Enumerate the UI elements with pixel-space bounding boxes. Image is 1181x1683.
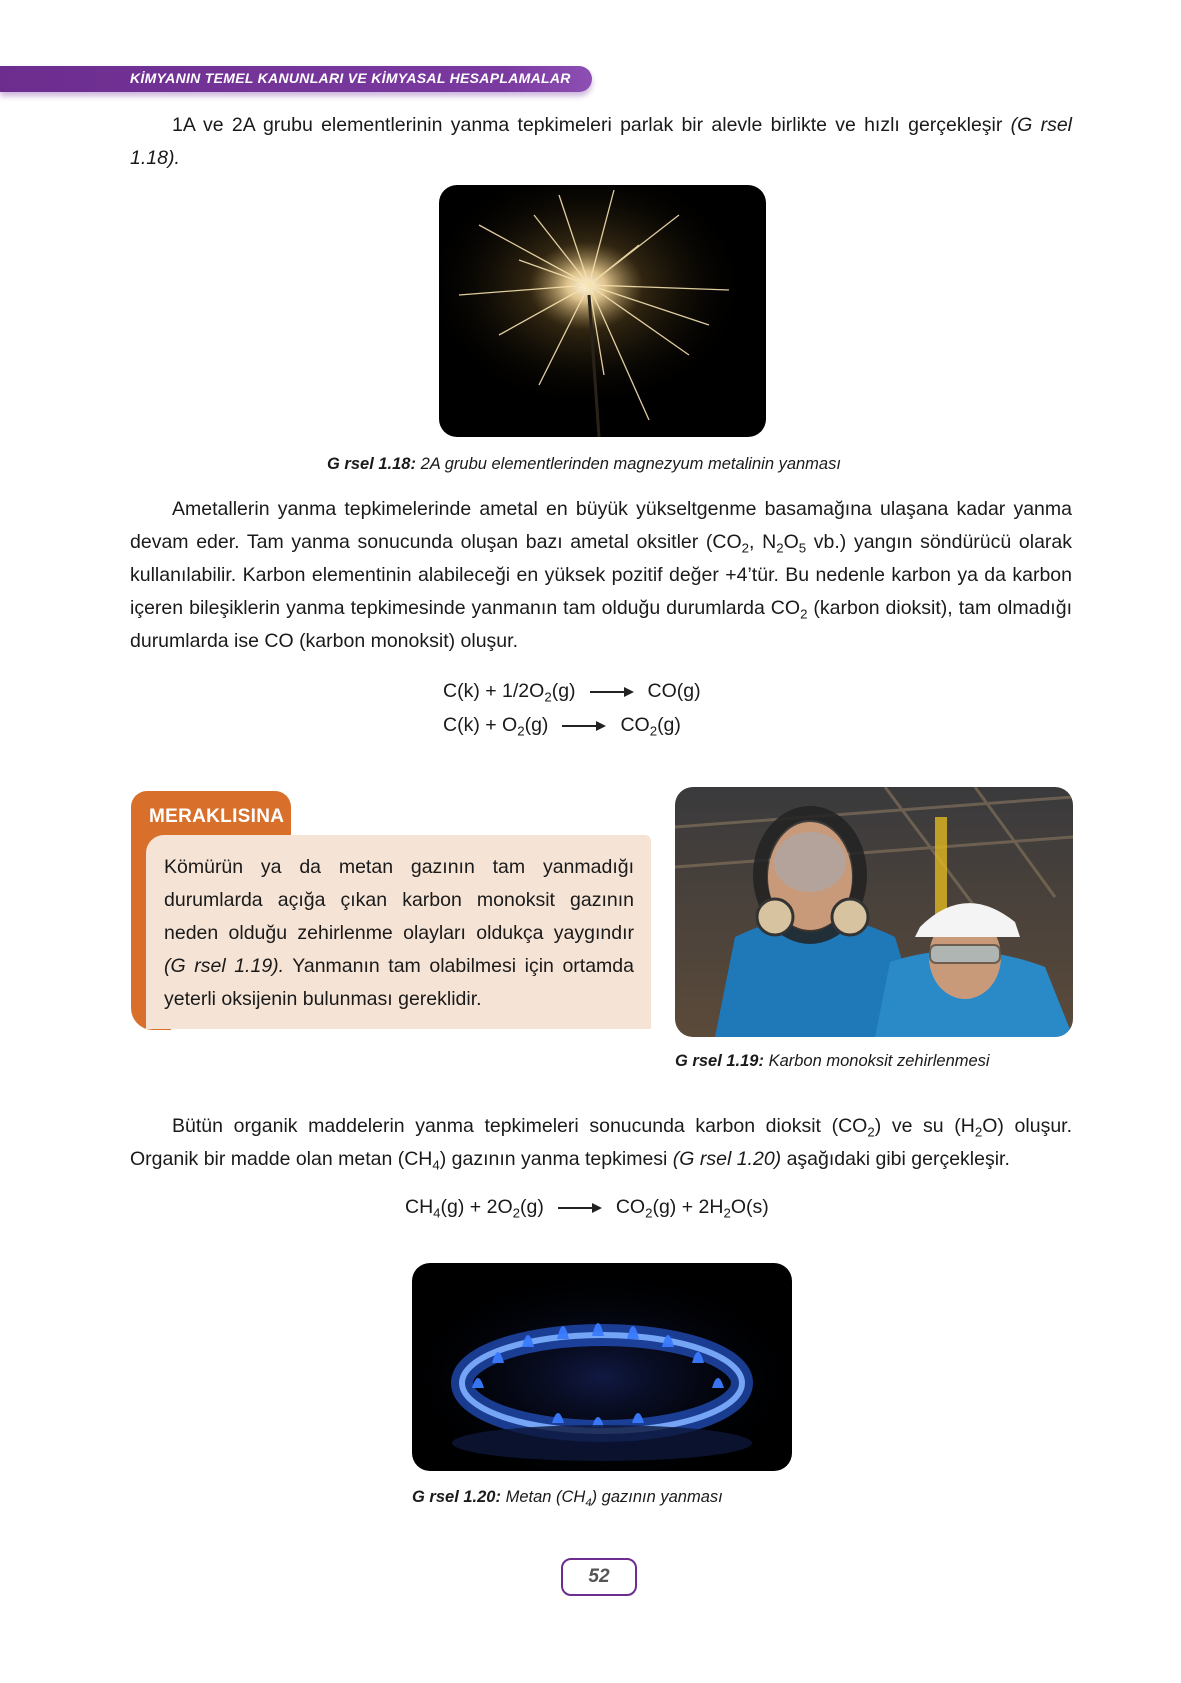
reaction-arrow-icon: [590, 691, 632, 693]
page-number: 52: [588, 1566, 610, 1587]
figure-ref-1-20: (G rsel 1.20): [672, 1148, 782, 1170]
equation-methane-combustion: $CH_4(g) + 2O_2(g) CO_2(g) + 2H_2O(s)$: [405, 1196, 769, 1221]
chapter-title: KİMYANIN TEMEL KANUNLARI VE KİMYASAL HESAPLAMALAR: [130, 70, 571, 86]
equation-carbon-incomplete: $C(k) + 1/2O_2(g)$ CO(g): [443, 680, 701, 705]
figure-caption-1-19: G rsel 1.19: Karbon monoksit zehirlenmesi: [675, 1052, 990, 1070]
figure-ref-1-19: (G rsel 1.19).: [164, 955, 285, 977]
reaction-arrow-icon: [562, 725, 604, 727]
info-box-title: MERAKLISINA: [149, 806, 285, 827]
figure-caption-1-18: G rsel 1.18: 2A grubu elementlerinden magnezyum metalinin yanması: [327, 455, 841, 473]
gas-burner-flame-photo: [412, 1263, 792, 1471]
sparkler-photo: [439, 185, 766, 437]
gas-burner-flame-image: [412, 1263, 792, 1471]
paragraph-2: Ametallerin yanma tepkimelerinde ametal en büyük yükseltgenme basamağına ulaşana kadar yanma devam eder. Tam yanma sonucunda oluşan bazı ametal oksitler ($CO_2$, $N_2O_5$ vb.) yangın söndürücü olarak kullanılabilir. Karbon elementinin alabileceği en yüksek pozitif değer +4’tür. Bu nedenle karbon ya da karbon içeren bileşiklerin yanma tepkimesinde yanmanın tam olduğu durumlarda $CO_2$ (karbon dioksit), tam olmadığı durumlarda ise CO (karbon monoksit) oluşur.: [130, 498, 1073, 652]
paragraph-3: Bütün organik maddelerin yanma tepkimeleri sonucunda karbon dioksit $(CO_2)$ ve su $(H_2O)$ oluşur. Organik bir madde olan metan $(CH_4)$ gazının yanma tepkimesi (G rsel 1.20) aşağıdaki gibi gerçekleşir.: [130, 1115, 1072, 1173]
info-box-text: Kömürün ya da metan gazının tam yanmadığı durumlarda açığa çıkan karbon monoksit gazının neden olduğu zehirlenme olayları oldukça yaygındır (G rsel 1.19). Yanmanın tam olabilmesi için ortamda yeterli oksijenin bulunması gereklidir.: [164, 856, 634, 1010]
reaction-arrow-icon: [558, 1207, 600, 1209]
gas-mask-workers-image: [675, 787, 1073, 1037]
figure-ref-1-18: (G rsel 1.18).: [130, 114, 1073, 169]
sparkler-image: [439, 185, 766, 437]
figure-caption-1-20: G rsel 1.20: Metan $(CH_4)$ gazının yanması: [412, 1488, 723, 1509]
equation-carbon-complete: $C(k) + O_2(g)$ $CO_2(g)$: [443, 714, 681, 739]
gas-mask-workers-photo: [675, 787, 1073, 1037]
paragraph-1: 1A ve 2A grubu elementlerinin yanma tepkimeleri parlak bir alevle birlikte ve hızlı gerçekleşir (G rsel 1.18).: [130, 114, 1073, 169]
